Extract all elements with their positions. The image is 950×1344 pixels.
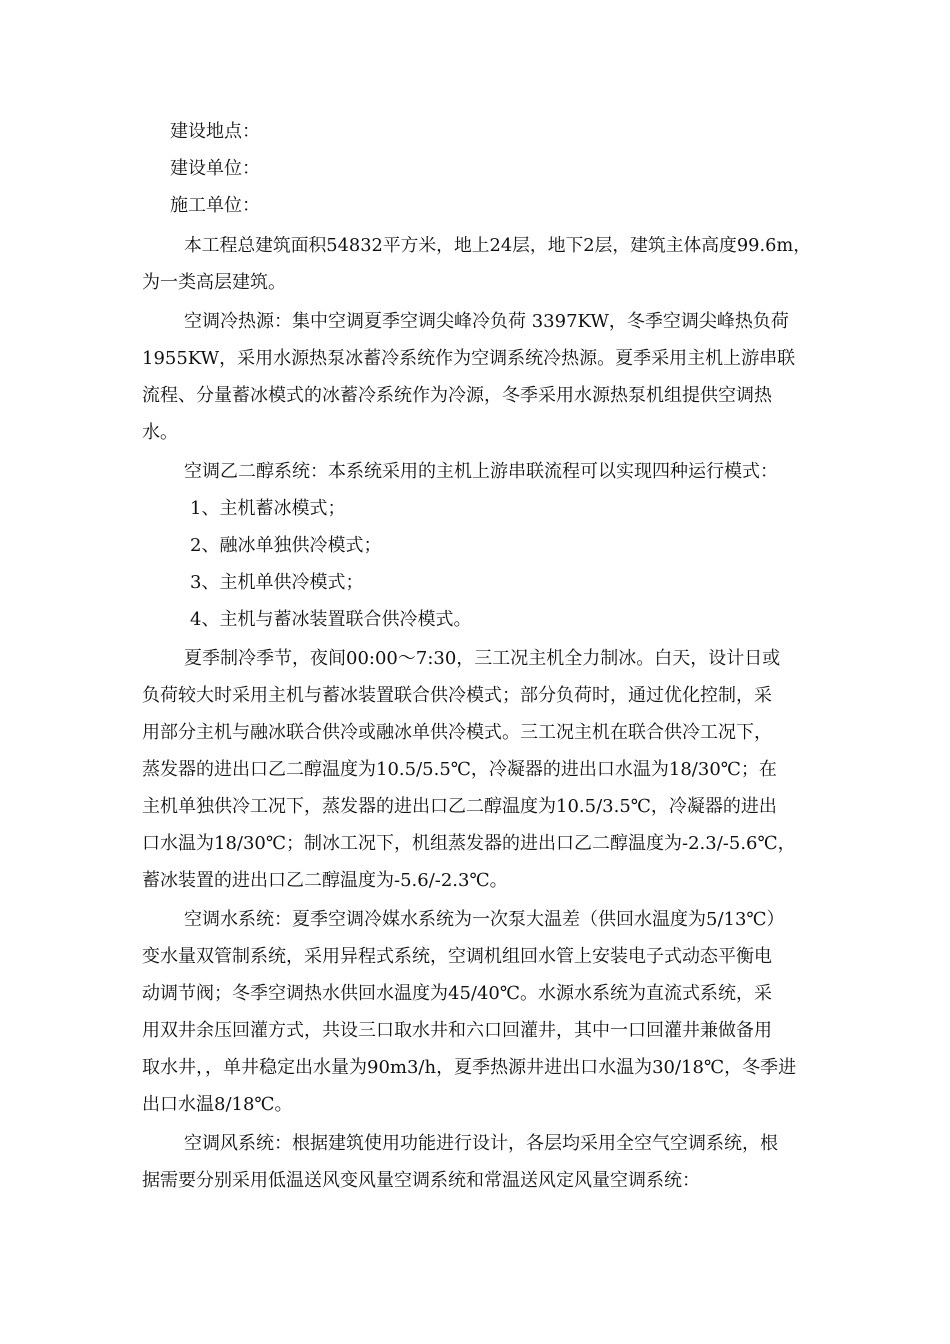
- field-construction-unit: 建设单位：: [170, 158, 260, 179]
- paragraph-summer-cooling-line: 主机单独供冷工况下，蒸发器的进出口乙二醇温度为10.5/3.5℃，冷凝器的进出: [142, 796, 777, 817]
- mode-list-item: 2、融冰单独供冷模式；: [190, 535, 382, 556]
- paragraph-summer-cooling-line: 负荷较大时采用主机与蓄冰装置联合供冷模式；部分负荷时，通过优化控制，采: [142, 685, 772, 706]
- paragraph-water-system-line: 变水量双管制系统，采用异程式系统，空调机组回水管上安装电子式动态平衡电: [142, 946, 772, 967]
- paragraph-air-system-line: 据需要分别采用低温送风变风量空调系统和常温送风定风量空调系统：: [142, 1170, 700, 1191]
- paragraph-summer-cooling-line: 口水温为18/30℃；制冰工况下，机组蒸发器的进出口乙二醇温度为-2.3/-5.6℃，: [142, 833, 796, 854]
- paragraph-summer-cooling-line: 蒸发器的进出口乙二醇温度为10.5/5.5℃，冷凝器的进出口水温为18/30℃；在: [142, 759, 777, 780]
- paragraph-water-system-line: 动调节阀；冬季空调热水供回水温度为45/40℃。水源水系统为直流式系统，采: [142, 983, 773, 1004]
- paragraph-overview-line: 本工程总建筑面积54832平方米，地上24层，地下2层，建筑主体高度99.6m，: [184, 235, 812, 256]
- paragraph-summer-cooling-line: 用部分主机与融冰联合供冷或融冰单供冷模式。三工况主机在联合供冷工况下，: [142, 722, 772, 743]
- paragraph-cold-heat-source-line: 流程、分量蓄冰模式的冰蓄冷系统作为冷源，冬季采用水源热泵机组提供空调热: [142, 385, 772, 406]
- paragraph-cold-heat-source-line: 1955KW，采用水源热泵冰蓄冷系统作为空调系统冷热源。夏季采用主机上游串联: [142, 348, 796, 369]
- field-contractor: 施工单位：: [170, 195, 260, 216]
- paragraph-water-system-line: 取水井，，单井稳定出水量为90m3/h，夏季热源井进出口水温为30/18℃，冬季进: [142, 1057, 797, 1078]
- mode-list-item: 4、主机与蓄冰装置联合供冷模式。: [190, 609, 472, 630]
- field-construction-site: 建设地点：: [170, 121, 260, 142]
- paragraph-summer-cooling-line: 夏季制冷季节，夜间00:00～7:30，三工况主机全力制冰。白天，设计日或: [184, 648, 781, 669]
- paragraph-water-system-line: 用双井余压回灌方式，共设三口取水井和六口回灌井，其中一口回灌井兼做备用: [142, 1020, 772, 1041]
- paragraph-glycol-system: 空调乙二醇系统：本系统采用的主机上游串联流程可以实现四种运行模式：: [184, 461, 778, 482]
- paragraph-water-system-line: 出口水温8/18℃。: [142, 1094, 293, 1115]
- paragraph-water-system-line: 空调水系统：夏季空调冷媒水系统为一次泵大温差（供回水温度为5/13℃）: [184, 909, 785, 930]
- paragraph-air-system-line: 空调风系统：根据建筑使用功能进行设计，各层均采用全空气空调系统，根: [184, 1133, 778, 1154]
- paragraph-overview-line: 为一类高层建筑。: [142, 272, 286, 293]
- paragraph-cold-heat-source-line: 空调冷热源：集中空调夏季空调尖峰冷负荷 3397KW，冬季空调尖峰热负荷: [184, 311, 789, 332]
- paragraph-cold-heat-source-line: 水。: [142, 422, 178, 443]
- mode-list-item: 1、主机蓄冰模式；: [190, 498, 346, 519]
- mode-list-item: 3、主机单供冷模式；: [190, 572, 364, 593]
- paragraph-summer-cooling-line: 蓄冰装置的进出口乙二醇温度为-5.6/-2.3℃。: [142, 870, 508, 891]
